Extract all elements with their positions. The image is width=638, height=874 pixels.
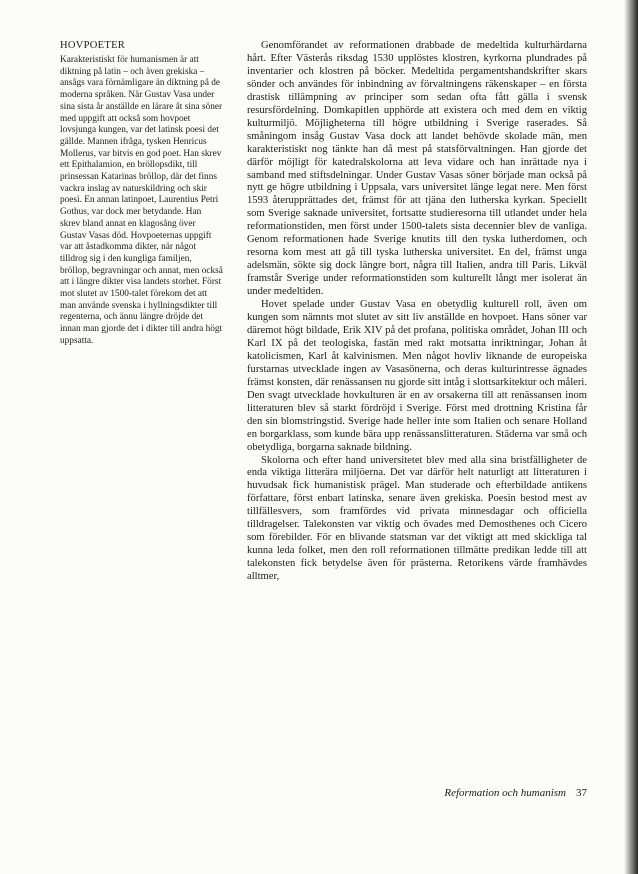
- main-column: [247, 40, 587, 584]
- sidebar-box: [60, 40, 223, 348]
- paragraph: Genomförandet av reformationen drabbade de medeltida kulturhärdarna hårt. Efter Västerås riksdag 1530 upplöstes klostren, kyrkorna plundrades på inventarier och klostren på böcker. Medeltida pergamentshandskrifter skars sönder och användes för inbindning av förvaltningens räkenskaper – en första drastisk tillämpning av principer som sedan ofta fått gälla i svensk resursfördelning. Domkapitlen upphörde att existera och med dem en viktig kulturmiljö. Möjligheterna till högre utbildning i Sverige raserades. Så småningom insåg Gustav Vasa dock att landet behövde skolade män, men karakteristiskt nog tänkte han då mest på statsförvaltningen. Han gjorde det därför möjligt för katedralskolorna att leva vidare och han inrättade nya i samband med stiftsdelningar. Under Gustav Vasas söner började man också på nytt ge högre utbildning i Uppsala, vars universitet länge legat nere. Men först 1593 återupprättades det, främst för att tjäna den lutherska kyrkan. Speciellt som Sverige saknade universitet, fortsatte studieresorna till utlandet under hela reformationstiden, men först under 1500-talets sista decennier blev de vanliga. Genom reformationen hade Sverige knutits till den tyska lutherdomen, och resorna kom mest att gå till tyska lutherska universitet. En del, främst unga adelsmän, sökte sig dock längre bort, några till Italien, andra till Paris. Likväl framstår Sverige under reformationstiden som kulturellt långt mer isolerat än under medeltiden.: [247, 40, 587, 298]
- sidebar-heading: HOVPOETER: [60, 40, 126, 51]
- sidebar-text: Karakteristiskt för humanismen är att diktning på latin – och även grekiska – ansågs vara förnämligare än diktning på de moderna språken. När Gustav Vasa under sina sista år anställde en lärare åt sina söner med uppgift att också som hovpoet lovsjunga kungen, var det latinsk poesi det gällde. Mannen ifråga, tysken Henricus Mollerus, var bitvis en god poet. Han skrev ett Epithalamion, en bröllopsdikt, till prinsessan Katarinas bröllop, där det finns vackra inslag av naturskildring och skir poesi. En annan latinpoet, Laurentius Petri Gothus, var dock mer betydande. Han skrev bland annat en klagosång över Gustav Vasas död. Hovpoeternas uppgift var att åstadkomma dikter, när något tilldrog sig i den kungliga familjen, bröllop, begravningar och annat, men också att i längre dikter visa landets storhet. Först mot slutet av 1500-talet förekom det att man använde svenska i hyllningsdikter till regenterna, och ännu längre dröjde det innan man gjorde det i dikter till andra högt uppsatta.: [60, 55, 223, 346]
- page-number: 37: [576, 787, 587, 799]
- paragraph: Hovet spelade under Gustav Vasa en obetydlig kulturell roll, även om kungen som nämnts mot slutet av sitt liv anställde en hovpoet. Hans söner var däremot högt bildade, Erik XIV på det profana, politiska området, Johan III och Karl IX på det teologiska, fastän med rakt motsatta inriktningar, Johan åt katolicismen, Karl åt kalvinismen. Men något hovliv liknande de europeiska furstarnas utvecklade ingen av Vasasönerna, och deras kulturintresse ägnades främst konsten, där renässansen nu gjorde sitt intåg i slottsarkitektur och måleri. Den svagt utvecklade hovkulturen är en av orsakerna till att renässansen inom litteraturen blev så starkt fördröjd i Sverige. Först med drottning Kristina får den sin blomstringstid. Sverige hade heller inte som Italien och senare Holland en borgarklass, som kunde bära upp renässanslitteraturen. Städerna var små och obetydliga, borgarna saknade bildning.: [247, 299, 587, 453]
- running-footer: [400, 787, 587, 799]
- paragraph: Skolorna och efter hand universitetet blev med alla sina bristfälligheter de enda viktiga litterära miljöerna. Det var därför helt naturligt att litteraturen i huvudsak fick humanistisk prägel. Man studerade och efterbildade antikens författare, först enbart latinska, senare även grekiska. Poesin bestod mest av tillfällesvers, som framfördes vid privata minnesdagar och officiella tilldragelser. Talekonsten var viktig och övades med Demosthenes och Cicero som förebilder. För en blivande statsman var det viktigt att med skickliga tal kunna leda folket, men den roll reformationen tillmätte predikan ledde till att talekonsten fick betydelse även för prästerna. Retorikens värde framhävdes alltmer,: [247, 454, 587, 583]
- running-footer-title: Reformation och humanism: [444, 787, 566, 799]
- page-edge-shadow: [624, 0, 638, 874]
